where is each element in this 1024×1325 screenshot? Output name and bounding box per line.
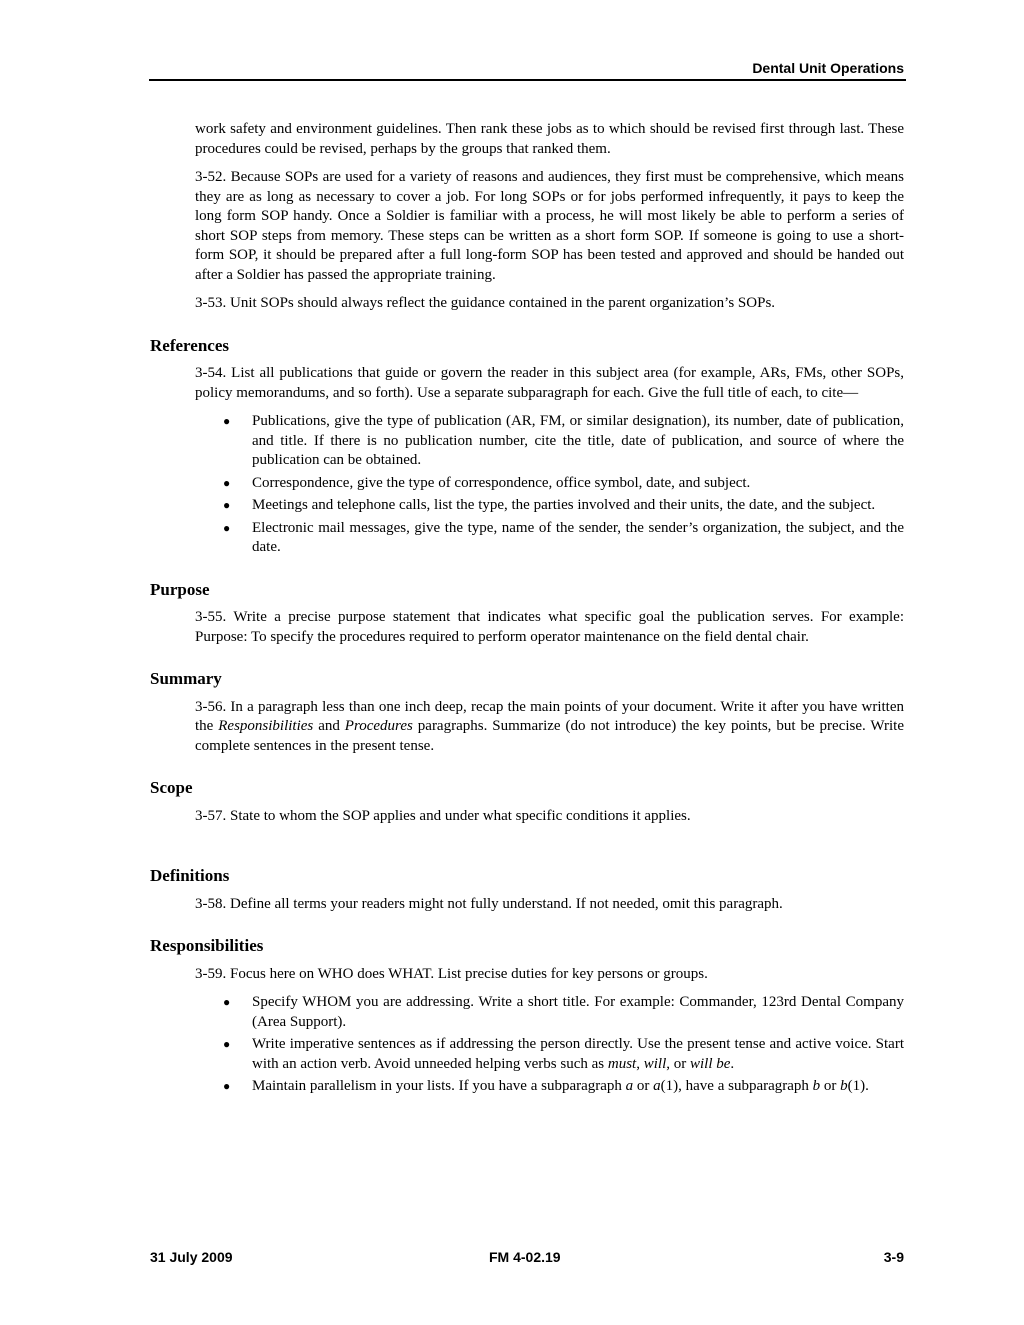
heading-responsibilities: Responsibilities bbox=[150, 936, 264, 955]
bullet-icon: ● bbox=[223, 995, 231, 1009]
list-item-text: Specify WHOM you are addressing. Write a short title. For example: Commander, 123rd Dental Company (Area Support). bbox=[252, 994, 904, 1030]
footer-page-number: 3-9 bbox=[883, 1249, 904, 1265]
heading-definitions: Definitions bbox=[150, 866, 230, 885]
footer-manual-number: FM 4-02.19 bbox=[489, 1249, 561, 1265]
responsibilities-list bbox=[195, 993, 904, 1097]
list-item bbox=[195, 1035, 904, 1074]
running-header: Dental Unit Operations bbox=[752, 60, 904, 76]
list-item-text: Publications, give the type of publication (AR, FM, or similar designation), its number, date of publication, and title. If there is no publication number, cite the title, date of publication, and source of where the publication can be obtained. bbox=[252, 413, 904, 468]
list-item-text: Correspondence, give the type of correspondence, office symbol, date, and subject. bbox=[252, 474, 751, 491]
paragraph-3-53: 3-53. Unit SOPs should always reflect the guidance contained in the parent organization’s SOPs. bbox=[195, 295, 776, 311]
heading-purpose: Purpose bbox=[150, 579, 210, 599]
bullet-icon: ● bbox=[223, 475, 231, 490]
list-item bbox=[195, 412, 904, 471]
footer-date: 31 July 2009 bbox=[150, 1249, 233, 1265]
paragraph-3-54: 3-54. List all publications that guide or govern the reader in this subject area (for example, ARs, FMs, other SOPs, policy memorandums, and so forth). Use a separate subparagraph for each. Give the full title of each, to cite— bbox=[195, 365, 904, 401]
paragraph-3-55: 3-55. Write a precise purpose statement that indicates what specific goal the publication serves. For example: Purpose: To specify the procedures required to perform operator maintenance on the field dental chair. bbox=[195, 609, 904, 645]
list-item bbox=[195, 496, 904, 516]
page-body bbox=[150, 120, 904, 1101]
list-item bbox=[195, 1077, 904, 1097]
bullet-icon: ● bbox=[223, 1037, 231, 1051]
paragraph-continuation: work safety and environment guidelines. Then rank these jobs as to which should be revised first through last. These procedures could be revised, perhaps by the groups that ranked them. bbox=[195, 121, 904, 157]
bullet-icon: ● bbox=[223, 498, 231, 512]
bullet-icon: ● bbox=[223, 1079, 231, 1093]
list-item bbox=[195, 993, 904, 1032]
list-item-text: Maintain parallelism in your lists. If you have a subparagraph a or a(1), have a subparagraph b or b(1). bbox=[252, 1078, 869, 1094]
paragraph-3-52: 3-52. Because SOPs are used for a variety of reasons and audiences, they first must be comprehensive, which means they are as long as necessary to cover a job. For long SOPs or for jobs performed infrequently, it pays to keep the long form SOP handy. Once a Soldier is familiar with a process, he will most likely be able to perform a series of short SOP steps from memory. These steps can be written as a short form SOP. If someone is going to use a short-form SOP, it should be prepared after a full long-form SOP has been tested and approved and should be handed out after a Soldier has passed the appropriate training. bbox=[195, 169, 904, 283]
heading-scope: Scope bbox=[150, 778, 193, 797]
bullet-icon: ● bbox=[223, 414, 231, 428]
heading-references: References bbox=[150, 335, 229, 355]
header-rule bbox=[149, 79, 906, 81]
paragraph-3-56: 3-56. In a paragraph less than one inch deep, recap the main points of your document. Write it after you have written the Responsibilities and Procedures paragraphs. Summarize (do not introduce) the key points, but be precise. Write complete sentences in the present tense. bbox=[195, 698, 904, 754]
paragraph-3-59: 3-59. Focus here on WHO does WHAT. List precise duties for key persons or groups. bbox=[195, 965, 708, 982]
paragraph-3-58: 3-58. Define all terms your readers might not fully understand. If not needed, omit this paragraph. bbox=[195, 895, 783, 912]
bullet-icon: ● bbox=[223, 520, 231, 535]
list-item bbox=[195, 474, 904, 494]
list-item-text: Meetings and telephone calls, list the type, the parties involved and their units, the date, and the subject. bbox=[252, 497, 876, 513]
list-item-text: Write imperative sentences as if addressing the person directly. Use the present tense and active voice. Start with an action verb. Avoid unneeded helping verbs such as must, will, or will be. bbox=[252, 1036, 904, 1072]
paragraph-3-57: 3-57. State to whom the SOP applies and under what specific conditions it applies. bbox=[195, 807, 691, 824]
references-list bbox=[195, 412, 904, 558]
heading-summary: Summary bbox=[150, 669, 222, 688]
list-item bbox=[195, 519, 904, 558]
list-item-text: Electronic mail messages, give the type, name of the sender, the sender’s organization, the subject, and the date. bbox=[252, 519, 904, 555]
